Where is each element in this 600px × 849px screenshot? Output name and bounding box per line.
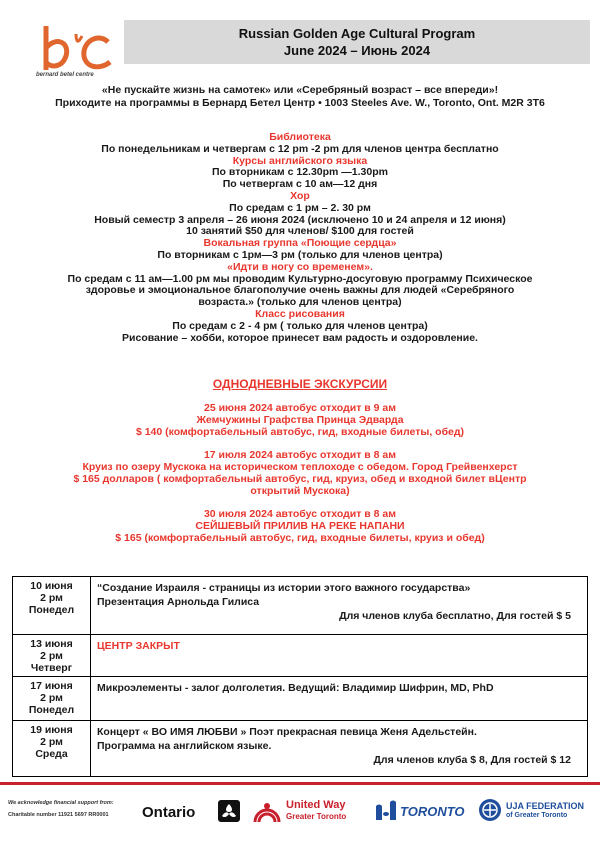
schedule-table bbox=[12, 576, 588, 777]
support-text: We acknowledge financial support from: bbox=[8, 800, 114, 806]
trillium-icon bbox=[218, 800, 240, 822]
event-title: Концерт « ВО ИМЯ ЛЮБВИ » Поэт прекрасная певица Женя Адельстейн. bbox=[97, 726, 477, 738]
program-line: Рисование – хобби, которое принесет вам радость и оздоровление. bbox=[122, 331, 478, 344]
title-box bbox=[124, 20, 590, 64]
program-line: По вторникам с 12.30pm —1.30pm bbox=[212, 166, 388, 179]
event-day: Четверг bbox=[30, 662, 73, 674]
program-line: 10 занятий $50 для членов/ $100 для гостей bbox=[186, 225, 414, 238]
event-time: 2 рм bbox=[40, 592, 63, 604]
date-cell bbox=[13, 635, 91, 677]
program-line: здоровье и эмоциональное благополучие очень важны для людей «Серебряного bbox=[85, 284, 515, 297]
bbc-logo bbox=[36, 22, 116, 78]
event-price: Для членов клуба бесплатно, Для гостей $ 5 bbox=[339, 610, 571, 622]
program-line: Новый семестр 3 апреля – 26 июня 2024 (исключено 10 и 24 апреля и 12 июня) bbox=[94, 213, 506, 226]
excursion-line: 25 июня 2024 автобус отходит в 9 ам bbox=[204, 402, 396, 414]
united-way-text bbox=[286, 800, 346, 822]
program-line: По понедельникам и четвергам с 12 pm -2 pm для членов центра бесплатно bbox=[101, 142, 499, 155]
excursion-line: $ 165 (комфортабельный автобус, гид, входные билеты, круиз и обед) bbox=[115, 532, 485, 544]
program-line: возраста.» (только для членов центра) bbox=[198, 296, 402, 309]
toronto-city-hall-icon bbox=[374, 800, 398, 822]
description-cell bbox=[91, 635, 588, 677]
excursion-item bbox=[0, 449, 600, 497]
center-closed-notice: ЦЕНТР ЗАКРЫТ bbox=[97, 640, 180, 652]
event-date: 13 июня bbox=[30, 638, 73, 650]
excursion-line: 30 июля 2024 автобус отходит в 8 ам bbox=[203, 508, 397, 520]
program-line: По вторникам с 1рм—3 рм (только для членов центра) bbox=[157, 248, 443, 261]
ontario-logo-text: Ontario bbox=[142, 804, 196, 821]
excursion-line: Жемчужины Графства Принца Эдварда bbox=[196, 414, 404, 426]
description-cell bbox=[91, 677, 588, 721]
excursion-item bbox=[0, 402, 600, 438]
table-row bbox=[13, 577, 588, 635]
description-cell bbox=[91, 577, 588, 635]
event-subtitle: Программа на английском языке. bbox=[97, 740, 272, 752]
event-date: 19 июня bbox=[30, 724, 73, 736]
event-day: Среда bbox=[35, 748, 68, 760]
event-time: 2 рм bbox=[40, 692, 63, 704]
uja-text bbox=[506, 802, 584, 820]
program-title-intime: «Идти в ногу со временем». bbox=[227, 260, 373, 273]
excursions-section bbox=[0, 378, 600, 555]
header bbox=[0, 0, 600, 80]
event-date: 17 июня bbox=[30, 680, 73, 692]
event-time: 2 рм bbox=[40, 736, 63, 748]
event-subtitle: Презентация Арнольда Гилиса bbox=[97, 596, 260, 608]
event-day: Понедел bbox=[28, 704, 75, 716]
description-cell bbox=[91, 721, 588, 777]
excursions-heading: ОДНОДНЕВНЫЕ ЭКСКУРСИИ bbox=[212, 377, 388, 391]
event-title: Микроэлементы - залог долголетия. Ведущий: Владимир Шифрин, MD, PhD bbox=[97, 682, 494, 694]
event-title: “Создание Израиля - страницы из истории этого важного государства» bbox=[97, 582, 471, 594]
program-title-english: Курсы английского языка bbox=[232, 154, 368, 167]
uja-region: of Greater Toronto bbox=[506, 812, 568, 819]
intro-slogan: «Не пускайте жизнь на самотек» или «Серебряный возраст – все впереди»! bbox=[101, 84, 499, 96]
excursion-line: Круиз по озеру Мускока на историческом теплоходе с обедом. Город Грейвенхерст bbox=[82, 461, 518, 473]
program-line: По средам с 2 - 4 рм ( только для членов центра) bbox=[172, 319, 428, 332]
event-price: Для членов клуба $ 8, Для гостей $ 12 bbox=[373, 754, 571, 766]
toronto-logo-text: TORONTO bbox=[400, 804, 465, 819]
programs-section bbox=[0, 132, 600, 344]
date-cell bbox=[13, 577, 91, 635]
footer-divider bbox=[0, 782, 600, 785]
united-way-region: Greater Toronto bbox=[286, 812, 347, 821]
event-day: Понедел bbox=[28, 604, 75, 616]
program-title-library: Библиотека bbox=[269, 131, 331, 143]
program-line: По четвергам с 10 ам—12 дня bbox=[222, 178, 378, 191]
logo-caption: bernard betel centre bbox=[36, 72, 94, 78]
excursion-item bbox=[0, 508, 600, 544]
excursion-line: СЕЙШЕВЫЙ ПРИЛИВ НА РЕКЕ НАПАНИ bbox=[195, 520, 405, 532]
page-subtitle: June 2024 – Июнь 2024 bbox=[283, 43, 431, 58]
date-cell bbox=[13, 677, 91, 721]
united-way-name: United Way bbox=[286, 799, 346, 811]
program-title-choir: Хор bbox=[290, 189, 310, 202]
intro bbox=[0, 84, 600, 110]
event-date: 10 июня bbox=[30, 580, 73, 592]
table-row bbox=[13, 635, 588, 677]
event-time: 2 рм bbox=[40, 650, 63, 662]
program-line: По средам с 11 ам—1.00 рм мы проводим Культурно-досуговую программу Психическое bbox=[67, 272, 533, 285]
table-row bbox=[13, 721, 588, 777]
intro-address: Приходите на программы в Бернард Бетел Центр • 1003 Steeles Ave. W., Toronto, Ont. M2R 3T6 bbox=[55, 97, 545, 109]
uja-name: UJA FEDERATION bbox=[506, 801, 585, 811]
charity-number: Charitable number 11921 5697 RR0001 bbox=[8, 812, 109, 818]
uja-logo bbox=[478, 798, 502, 822]
table-row bbox=[13, 677, 588, 721]
program-title-vocal: Вокальная группа «Поющие сердца» bbox=[203, 237, 397, 250]
excursion-line: $ 140 (комфортабельный автобус, гид, входные билеты, обед) bbox=[135, 426, 465, 438]
program-title-drawing: Класс рисования bbox=[255, 307, 345, 320]
excursion-line: 17 июля 2024 автобус отходит в 8 ам bbox=[203, 449, 397, 461]
program-line: По средам с 1 рм – 2. 30 рм bbox=[229, 201, 371, 214]
united-way-logo bbox=[252, 796, 282, 826]
date-cell bbox=[13, 721, 91, 777]
excursion-line: открытий Мускока) bbox=[250, 485, 350, 497]
page-title: Russian Golden Age Cultural Program bbox=[238, 26, 476, 41]
excursion-line: $ 165 долларов ( комфортабельный автобус, гид, круиз, обед и входной билет вЦентр bbox=[73, 473, 527, 485]
